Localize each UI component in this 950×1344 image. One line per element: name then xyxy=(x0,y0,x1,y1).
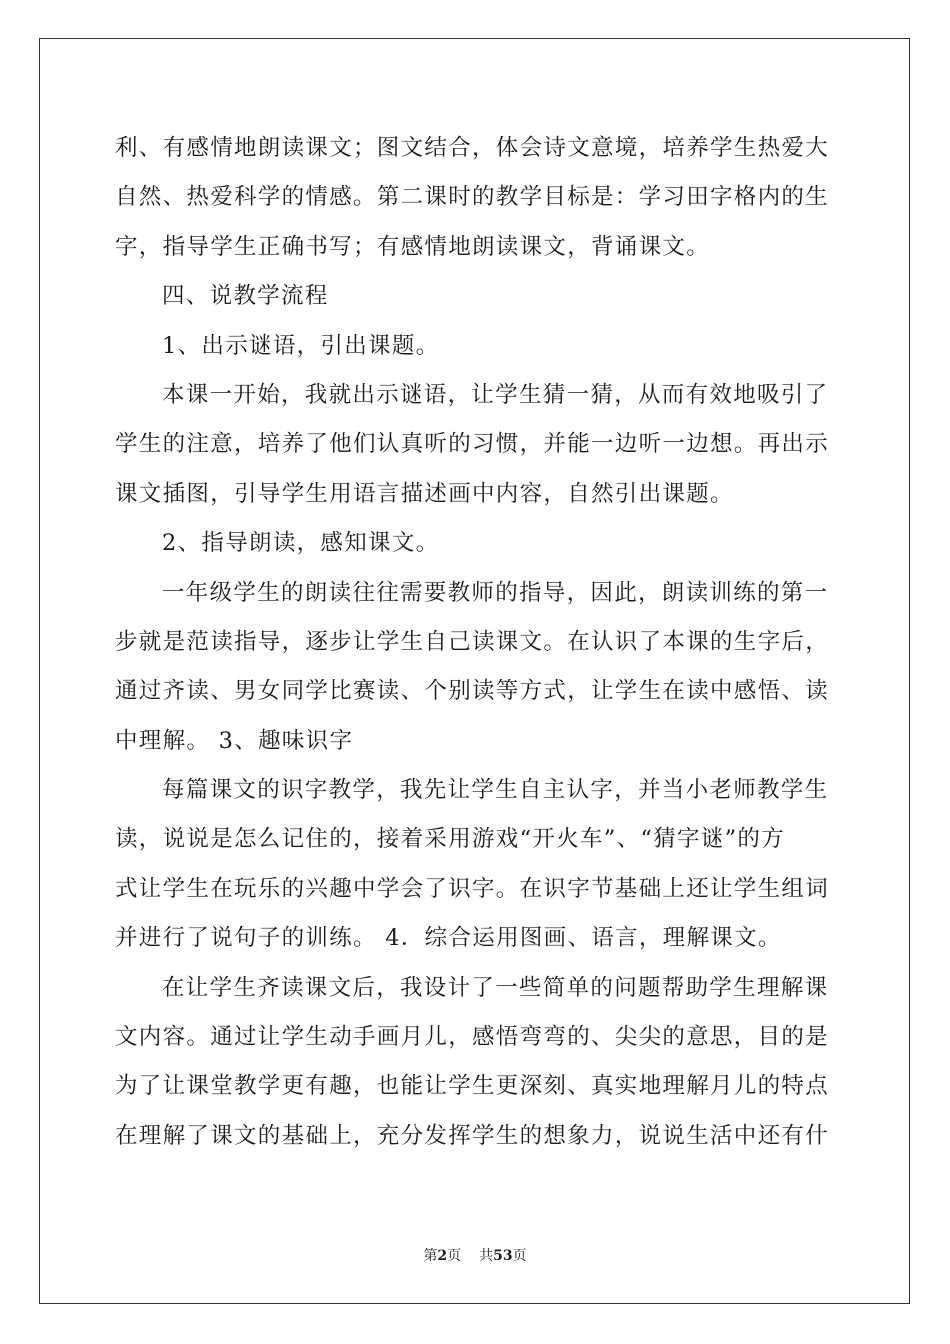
text-line: 读，说说是怎么记住的，接着采用游戏“开火车”、“猜字谜”的方 xyxy=(115,826,786,853)
text-line: 通过齐读、男女同学比赛读、个别读等方式，让学生在读中感悟、读 xyxy=(115,678,830,705)
step-heading: 1、出示谜语，引出课题。 xyxy=(162,332,440,359)
text-line: 自然、热爱科学的情感。第二课时的教学目标是：学习田字格内的生 xyxy=(115,184,830,211)
text-line: 在理解了课文的基础上，充分发挥学生的想象力，说说生活中还有什 xyxy=(115,1122,830,1149)
text-line: 步就是范读指导，逐步让学生自己读课文。在认识了本课的生字后， xyxy=(115,628,830,655)
text-line: 字，指导学生正确书写；有感情地朗读课文，背诵课文。 xyxy=(115,233,711,260)
text-line: 本课一开始，我就出示谜语，让学生猜一猜，从而有效地吸引了 xyxy=(162,381,829,408)
step-heading: 2、指导朗读，感知课文。 xyxy=(162,530,440,557)
page-number: 2 xyxy=(437,1248,448,1264)
page-suffix: 页 xyxy=(447,1248,462,1264)
text-line: 中理解。 3、趣味识字 xyxy=(115,727,354,754)
page-prefix: 第 xyxy=(423,1248,438,1264)
page-footer xyxy=(0,1247,950,1265)
text-line: 式让学生在玩乐的兴趣中学会了识字。在识字节基础上还让学生组词 xyxy=(115,875,830,902)
text-line: 利、有感情地朗读课文；图文结合，体会诗文意境，培养学生热爱大 xyxy=(115,135,830,161)
total-pages: 53 xyxy=(493,1248,513,1264)
document-body xyxy=(115,124,835,1161)
text-line: 为了让课堂教学更有趣，也能让学生更深刻、真实地理解月儿的特点 xyxy=(115,1073,830,1100)
text-line: 在让学生齐读课文后，我设计了一些简单的问题帮助学生理解课 xyxy=(162,974,829,1001)
text-line: 课文插图，引导学生用语言描述画中内容，自然引出课题。 xyxy=(115,480,734,507)
text-line: 学生的注意，培养了他们认真听的习惯，并能一边听一边想。再出示 xyxy=(115,431,830,458)
text-line: 文内容。通过让学生动手画月儿，感悟弯弯的、尖尖的意思，目的是 xyxy=(115,1024,830,1051)
text-line: 一年级学生的朗读往往需要教师的指导，因此，朗读训练的第一 xyxy=(162,579,829,606)
total-suffix: 页 xyxy=(512,1248,527,1264)
section-heading: 四、说教学流程 xyxy=(162,283,329,310)
total-prefix: 共 xyxy=(479,1248,494,1264)
text-line: 并进行了说句子的训练。 4．综合运用图画、语言，理解课文。 xyxy=(115,925,782,952)
text-line: 每篇课文的识字教学，我先让学生自主认字，并当小老师教学生 xyxy=(162,777,829,804)
